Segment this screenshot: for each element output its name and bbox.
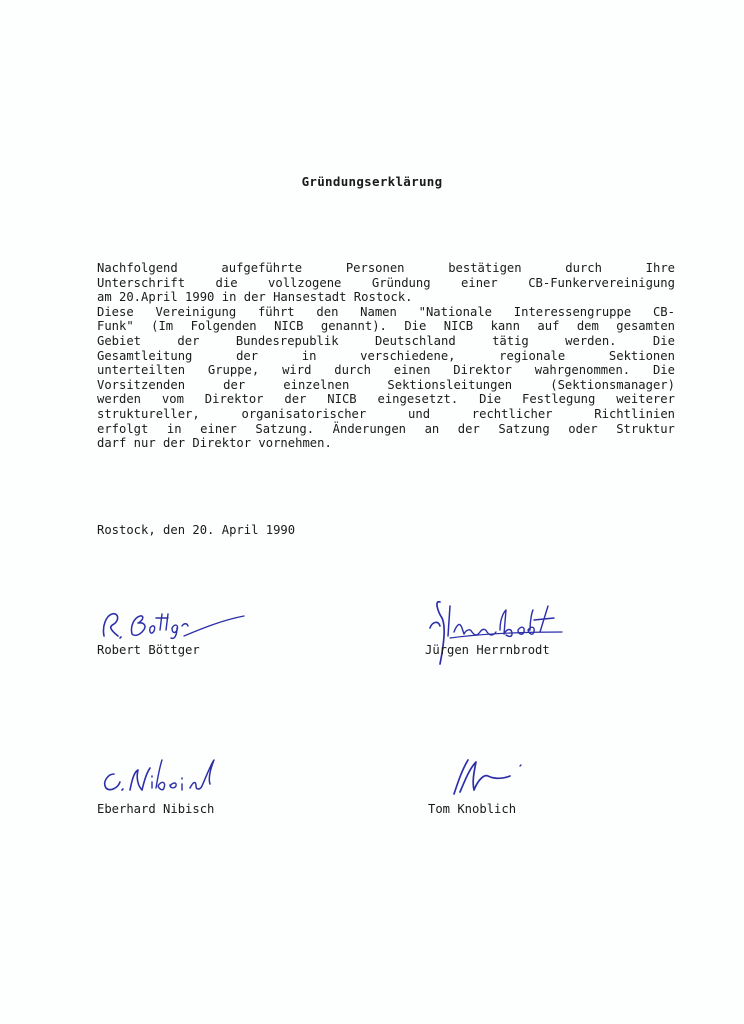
body-word: aufgeführte — [221, 261, 303, 275]
body-word: wird — [282, 363, 312, 378]
body-word: an — [424, 421, 440, 436]
body-word: vollzogene — [268, 275, 342, 290]
body-line — [97, 349, 675, 364]
body-word: Unterschrift — [97, 275, 186, 290]
signatory-name: Robert Böttger — [97, 643, 200, 657]
body-word: rechtlicher — [471, 406, 553, 421]
body-line — [97, 319, 675, 334]
body-word: in — [166, 421, 182, 436]
body-line — [97, 378, 675, 393]
body-word: Satzung — [498, 421, 550, 436]
body-word: verschiedene, — [360, 348, 456, 363]
body-word: NICB — [327, 392, 357, 407]
body-word: Die — [652, 363, 675, 378]
body-word: Sektionsleitungen — [387, 377, 513, 392]
document-title: Gründungserklärung — [301, 174, 443, 189]
body-word: durch — [565, 261, 602, 275]
body-word: struktureller, — [97, 406, 200, 421]
body-line — [97, 276, 675, 291]
body-line: am 20.April 1990 in der Hansestadt Rostock. — [97, 290, 413, 305]
body-word: "Nationale — [418, 304, 492, 319]
signatory-name: Jürgen Herrnbrodt — [425, 643, 550, 657]
body-word: NICB — [443, 319, 474, 334]
body-word: CB- — [652, 304, 675, 319]
signature-tom-knoblich — [448, 752, 538, 800]
body-word: organisatorischer — [241, 406, 367, 421]
signature-juergen-herrnbrodt — [420, 594, 570, 674]
body-word: CB-Funkervereinigung — [528, 275, 675, 290]
body-word: wahrgenommen. — [534, 363, 631, 378]
body-word: Diese — [97, 304, 134, 319]
body-word: Funk" — [97, 319, 134, 334]
body-word: Sektionen — [608, 348, 675, 363]
signature-robert-boettger — [98, 606, 248, 646]
body-word: führt — [257, 304, 295, 319]
body-word: Interessengruppe — [513, 304, 632, 319]
signatory-name: Tom Knoblich — [428, 802, 517, 816]
body-word: (Im — [151, 319, 174, 334]
body-word: Richtlinien — [594, 406, 675, 421]
body-word: durch — [334, 363, 371, 378]
body-word: erfolgt — [97, 421, 149, 436]
body-word: oder — [568, 421, 598, 436]
body-word: Folgenden — [190, 319, 257, 334]
body-word: dem — [576, 319, 599, 334]
body-word: bestätigen — [448, 261, 522, 275]
body-word: unterteilten — [97, 363, 186, 378]
body-line — [97, 407, 675, 422]
body-line — [97, 392, 675, 407]
body-word: NICB — [274, 319, 304, 334]
body-word: einzelnen — [283, 377, 350, 392]
body-word: Änderungen — [332, 421, 407, 436]
body-word: werden. — [565, 333, 617, 348]
body-word: Personen — [345, 261, 405, 275]
body-word: Direktor — [453, 363, 512, 378]
signature-eberhard-nibisch — [98, 752, 228, 798]
signatory-name: Eberhard Nibisch — [97, 802, 215, 816]
body-word: werden — [97, 392, 142, 407]
body-word: einer — [200, 421, 237, 436]
body-word: Gruppe, — [207, 363, 260, 378]
body-word: der — [177, 333, 200, 348]
body-word: kann — [490, 319, 520, 334]
body-word: eingesetzt. — [377, 392, 459, 407]
body-word: Nachfolgend — [97, 261, 178, 275]
body-word: vom — [161, 392, 184, 407]
body-word: genannt). — [320, 319, 387, 334]
body-word: tätig — [492, 333, 529, 348]
body-word: Direktor — [204, 392, 264, 407]
body-word: den — [316, 304, 339, 319]
body-word: regionale — [499, 348, 566, 363]
body-word: einen — [393, 363, 431, 378]
body-word: gesamten — [616, 319, 675, 334]
body-word: in — [301, 348, 317, 363]
body-word: Festlegung — [521, 392, 596, 407]
body-line: darf nur der Direktor vornehmen. — [97, 436, 332, 451]
body-word: der — [236, 348, 259, 363]
place-and-date: Rostock, den 20. April 1990 — [97, 523, 296, 537]
body-word: die — [215, 275, 238, 290]
body-word: Die — [404, 319, 427, 334]
body-word: Vorsitzenden — [97, 377, 186, 392]
body-word: Ihre — [645, 261, 675, 275]
body-word: Gründung — [371, 275, 431, 290]
body-word: der — [284, 392, 307, 407]
body-line — [97, 422, 675, 437]
body-word: Gebiet — [97, 333, 142, 348]
body-word: einer — [461, 275, 498, 290]
body-word: und — [408, 406, 431, 421]
body-word: weiterer — [616, 392, 675, 407]
body-word: Die — [479, 392, 502, 407]
body-word: (Sektionsmanager) — [550, 377, 675, 392]
body-word: Deutschland — [374, 333, 456, 348]
body-line — [97, 334, 675, 349]
body-word: Vereinigung — [155, 304, 237, 319]
body-word: Die — [652, 333, 675, 348]
body-line — [97, 261, 675, 276]
declaration-body — [97, 261, 675, 451]
body-word: der — [457, 421, 480, 436]
body-word: auf — [537, 319, 560, 334]
body-line — [97, 363, 675, 378]
body-word: Satzung. — [255, 421, 315, 436]
body-line — [97, 305, 675, 320]
body-word: Namen — [360, 304, 397, 319]
body-word: Gesamtleitung — [97, 348, 193, 363]
body-word: Bundesrepublik — [235, 333, 339, 348]
body-word: Struktur — [616, 421, 675, 436]
body-word: der — [223, 377, 246, 392]
